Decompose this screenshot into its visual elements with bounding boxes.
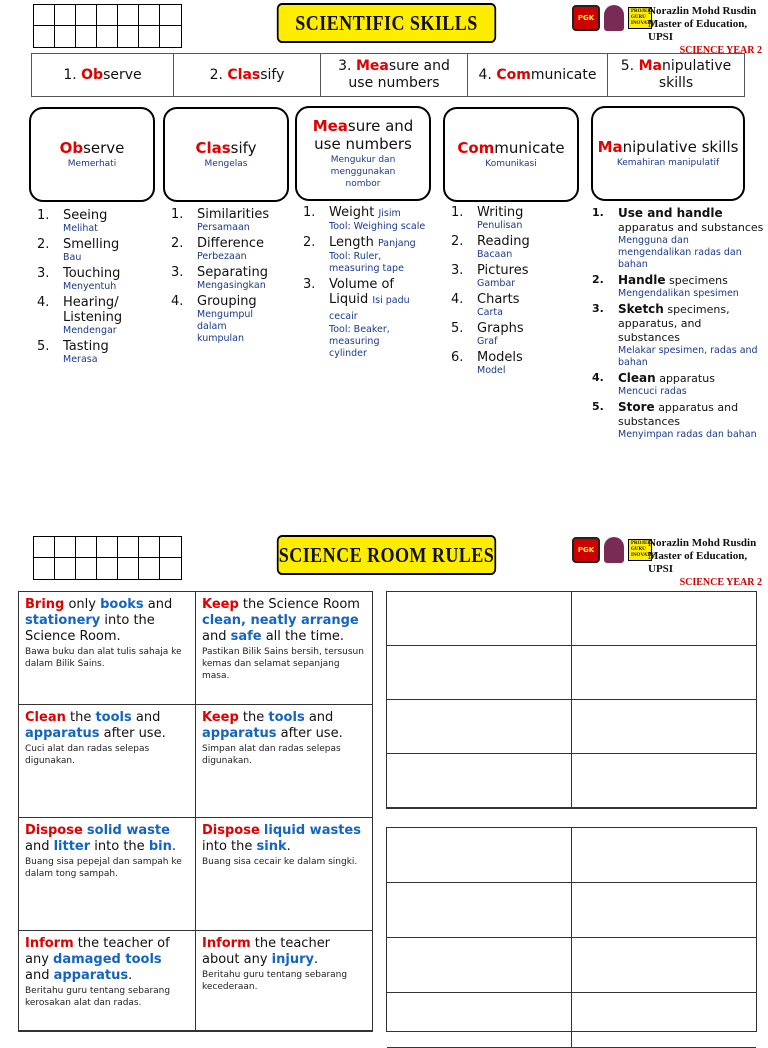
- rule-cell: [19, 592, 196, 705]
- rule-translation: Buang sisa cecair ke dalam singki.: [202, 857, 358, 867]
- skill-header-communicate: 4. Com municate: [468, 54, 608, 96]
- card-measure-ms: Mengukur dan menggunakan nombor: [330, 155, 396, 189]
- list-item: 5. Graphs Graf: [451, 321, 524, 347]
- card-classify-ms: Mengelas: [204, 159, 248, 169]
- list-item: 5. Store apparatus and substances Menyimpan radas dan bahan: [592, 400, 757, 440]
- list-item: 6. Models Model: [451, 350, 523, 376]
- list-item: 4. Hearing/ Listening Mendengar: [37, 295, 123, 336]
- page-title-scientific-skills: SCIENTIFIC SKILLS: [277, 3, 496, 43]
- rule-translation: Beritahu guru tentang sebarang kecederaan.: [202, 970, 348, 992]
- list-item: 2. Difference Perbezaan: [171, 236, 265, 262]
- list-item: 3. Touching Menyentuh: [37, 266, 121, 292]
- author-photo: [604, 537, 624, 563]
- rule-text: Dispose solid waste and litter into the bin.: [25, 823, 176, 854]
- classify-list: [171, 207, 296, 347]
- logo-tag: PROJEK GURU INOVATIF: [628, 7, 652, 29]
- page-title-science-room-rules: SCIENCE ROOM RULES: [277, 535, 496, 575]
- year-label: SCIENCE YEAR 2: [679, 45, 762, 56]
- rules-table: [18, 591, 373, 1032]
- rule-cell: [196, 705, 373, 818]
- rule-cell: [196, 592, 373, 705]
- list-item: 1. Similarities Persamaan: [171, 207, 270, 233]
- rule-cell: [196, 931, 373, 1031]
- rule-cell: [19, 705, 196, 818]
- card-classify: Classify Mengelas: [163, 107, 289, 202]
- card-measure: Measure and use numbers Mengukur dan menggunakan nombor: [295, 106, 431, 201]
- list-item: 2. Length Panjang Tool: Ruler, measuring tape: [303, 235, 416, 274]
- rule-translation: Beritahu guru tentang sebarang kerosakan alat dan radas.: [25, 986, 171, 1008]
- list-item: 4. Charts Carta: [451, 292, 520, 318]
- logo-tag: PROJEK GURU INOVATIF: [628, 539, 652, 561]
- skill-header-observe: 1. Ob serve: [32, 54, 174, 96]
- communicate-list: [451, 205, 571, 379]
- rule-text: Bring only books and stationery into the Science Room.: [25, 597, 173, 644]
- skills-header-row: [31, 53, 745, 97]
- card-communicate: Communicate Komunikasi: [443, 107, 579, 202]
- observe-list: [37, 208, 157, 368]
- rule-text: Clean the tools and apparatus after use.: [25, 710, 166, 741]
- rule-text: Keep the Science Room clean, neatly arrange and safe all the time.: [202, 597, 360, 644]
- list-item: 2. Smelling Bau: [37, 237, 120, 263]
- list-item: 1. Writing Penulisan: [451, 205, 524, 231]
- skill-header-classify: 2. Clas sify: [174, 54, 321, 96]
- rule-translation: Buang sisa pepejal dan sampah ke dalam tong sampah.: [25, 857, 182, 879]
- rule-text: Dispose liquid wastes into the sink.: [202, 823, 361, 854]
- author-block: [648, 5, 768, 57]
- list-item: 3. Pictures Gambar: [451, 263, 529, 289]
- rule-cell: [19, 931, 196, 1031]
- pgk-logo-icon: PGK: [572, 537, 600, 563]
- card-communicate-ms: Komunikasi: [485, 159, 537, 169]
- manipulative-list: [592, 206, 764, 443]
- list-item: 1. Seeing Melihat: [37, 208, 108, 234]
- list-item: 1. Weight Jisim Tool: Weighing scale: [303, 205, 426, 232]
- author-logo-2: [572, 537, 655, 563]
- list-item: 5. Tasting Merasa: [37, 339, 109, 365]
- list-item: 3. Volume of Liquid Isi padu cecair Tool: Beaker, measuring cylinder: [303, 277, 410, 359]
- rule-text: Keep the tools and apparatus after use.: [202, 710, 343, 741]
- author-logo: [572, 5, 655, 31]
- author-degree: Master of Education, UPSI: [648, 18, 748, 43]
- rule-translation: Pastikan Bilik Sains bersih, tersusun kemas dan selamat sepanjang masa.: [202, 647, 364, 681]
- measure-list: [303, 205, 428, 362]
- name-grid-bottom: [33, 536, 182, 580]
- list-item: 4. Clean apparatus Mencuci radas: [592, 371, 715, 397]
- rule-translation: Simpan alat dan radas selepas digunakan.: [202, 744, 341, 766]
- rule-text: Inform the teacher about any injury.: [202, 936, 331, 967]
- author-degree: Master of Education, UPSI: [648, 550, 748, 575]
- list-item: 2. Handle specimens Mengendalikan spesimen: [592, 273, 739, 299]
- name-grid-top: [33, 4, 182, 48]
- card-observe: Observe Memerhati: [29, 107, 155, 202]
- list-item: 4. Grouping Mengumpul dalam kumpulan: [171, 294, 257, 344]
- card-observe-ms: Memerhati: [67, 159, 117, 169]
- list-item: 2. Reading Bacaan: [451, 234, 530, 260]
- list-item: 3. Sketch specimens, apparatus, and substances Melakar spesimen, radas and bahan: [592, 302, 758, 368]
- skill-header-manipulative: 5. Manipulative skills: [620, 58, 732, 91]
- blank-table-2: [386, 827, 757, 1032]
- rule-cell: [196, 818, 373, 931]
- rule-translation: Bawa buku dan alat tulis sahaja ke dalam Bilik Sains.: [25, 647, 182, 669]
- card-manipulative-ms: Kemahiran manipulatif: [616, 158, 720, 168]
- list-item: 3. Separating Mengasingkan: [171, 265, 268, 291]
- author-photo: [604, 5, 624, 31]
- year-label: SCIENCE YEAR 2: [679, 577, 762, 588]
- skill-header-measure: 3. Measure and use numbers: [321, 54, 468, 96]
- author-block-2: [648, 537, 768, 589]
- rule-text: Inform the teacher of any damaged tools and apparatus.: [25, 936, 170, 983]
- author-name: Norazlin Mohd Rusdin: [648, 537, 757, 549]
- blank-table-1: [386, 591, 757, 809]
- rule-translation: Cuci alat dan radas selepas digunakan.: [25, 744, 150, 766]
- card-manipulative: Manipulative skills Kemahiran manipulatif: [591, 106, 745, 201]
- list-item: 1. Use and handle apparatus and substances Mengguna dan mengendalikan radas dan bahan: [592, 206, 764, 270]
- author-name: Norazlin Mohd Rusdin: [648, 5, 757, 17]
- rule-cell: [19, 818, 196, 931]
- pgk-logo-icon: PGK: [572, 5, 600, 31]
